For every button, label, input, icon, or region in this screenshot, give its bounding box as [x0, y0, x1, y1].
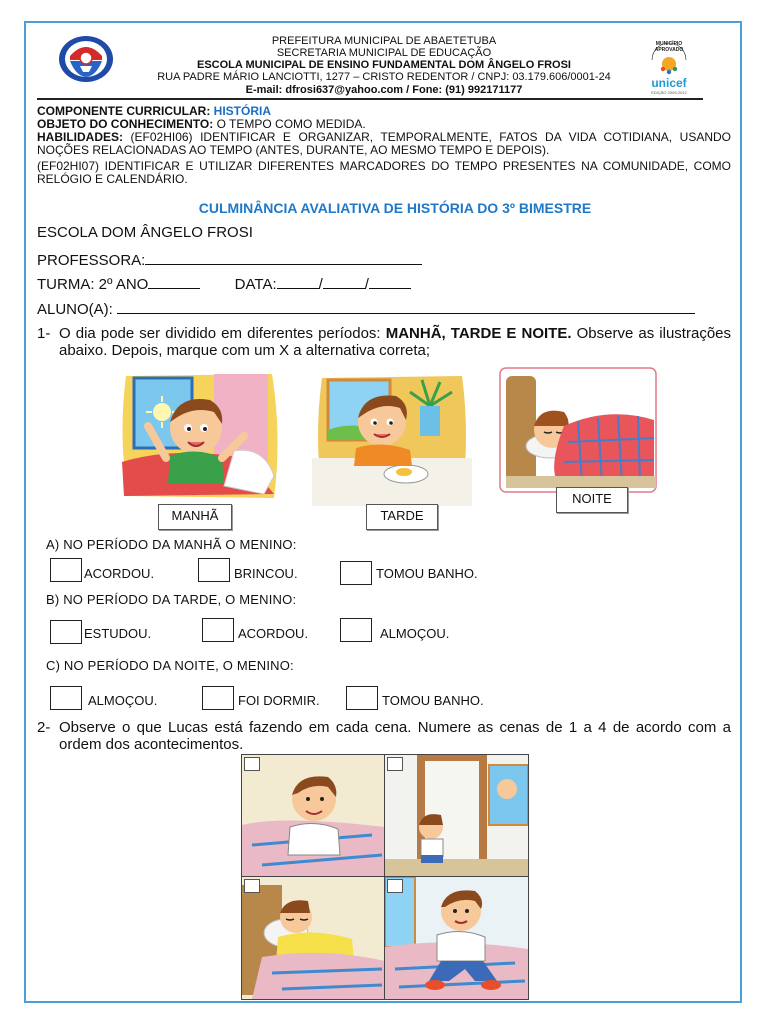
scene-panel-2	[384, 754, 529, 878]
componente-value: HISTÓRIA	[213, 104, 272, 118]
option-c-tomou-banho: TOMOU BANHO.	[382, 693, 484, 708]
scene-1-number-box[interactable]	[244, 757, 260, 771]
student-label: ALUNO(A):	[37, 301, 113, 318]
date-label: DATA:	[234, 276, 277, 293]
objeto-value: O TEMPO COMO MEDIDA.	[216, 117, 366, 131]
svg-text:APROVADO: APROVADO	[654, 47, 684, 53]
night-illustration	[498, 366, 660, 496]
option-c-almocou: ALMOÇOU.	[88, 693, 158, 708]
header-contact: E-mail: dfrosi637@yahoo.com / Fone: (91) 992171177	[245, 84, 523, 96]
scene-panel-1	[241, 754, 386, 878]
teacher-blank[interactable]	[145, 250, 422, 265]
checkbox-a-acordou[interactable]	[50, 558, 82, 582]
group-c-heading: C) NO PERÍODO DA NOITE, O MENINO:	[46, 658, 294, 673]
checkbox-b-acordou[interactable]	[202, 618, 234, 642]
group-a-heading: A) NO PERÍODO DA MANHÃ O MENINO:	[46, 537, 297, 552]
skills	[37, 131, 731, 157]
scene-panel-4	[384, 876, 529, 1000]
option-b-estudou: ESTUDOU.	[84, 626, 152, 641]
school-field: ESCOLA DOM ÂNGELO FROSI	[37, 224, 253, 241]
class-label: TURMA: 2º ANO	[37, 276, 149, 293]
option-a-tomou-banho: TOMOU BANHO.	[376, 566, 478, 581]
checkbox-a-brincou[interactable]	[198, 558, 230, 582]
date-month-blank[interactable]	[323, 274, 365, 289]
date-year-blank[interactable]	[369, 274, 411, 289]
habilidades-value: (EF02HI06) IDENTIFICAR E ORGANIZAR, TEMPORALMENTE, FATOS DA VIDA COTIDIANA, USANDO NOÇÕES RELACIONADAS AO TEMPO (ANTES, DURANTE, AO MESMO TEMPO E DEPOIS).	[37, 130, 731, 157]
componente-label: COMPONENTE CURRICULAR:	[37, 104, 211, 118]
date-slash-2: /	[364, 276, 369, 293]
class-date-field	[37, 274, 411, 293]
header-prefeitura: PREFEITURA MUNICIPAL DE ABAETETUBA	[271, 35, 497, 47]
checkbox-c-tomou-banho[interactable]	[346, 686, 378, 710]
header-secretaria: SECRETARIA MUNICIPAL DE EDUCAÇÃO	[276, 47, 492, 59]
scene-3-number-box[interactable]	[244, 879, 260, 893]
option-b-acordou: ACORDOU.	[238, 626, 309, 641]
header-divider	[37, 98, 703, 100]
checkbox-c-foi-dormir[interactable]	[202, 686, 234, 710]
afternoon-illustration	[312, 366, 472, 506]
scene-2-number-box[interactable]	[387, 757, 403, 771]
student-field[interactable]	[37, 299, 695, 318]
label-manha: MANHÃ	[158, 504, 232, 530]
seal-edition: EDIÇÃO 2009-2012	[651, 90, 687, 95]
question-1	[37, 325, 731, 359]
class-blank[interactable]	[148, 274, 200, 289]
option-c-foi-dormir: FOI DORMIR.	[238, 693, 320, 708]
checkbox-a-tomou-banho[interactable]	[340, 561, 372, 585]
teacher-field[interactable]	[37, 250, 422, 269]
checkbox-b-estudou[interactable]	[50, 620, 82, 644]
date-day-blank[interactable]	[277, 274, 319, 289]
question-1-number: 1-	[37, 325, 51, 342]
morning-illustration	[114, 366, 284, 506]
question-2-text: Observe o que Lucas está fazendo em cada cena. Numere as cenas de 1 a 4 de acordo com a ordem dos acontecimentos.	[59, 719, 731, 753]
unicef-wordmark: unicef	[651, 76, 687, 90]
question-2-number: 2-	[37, 719, 51, 736]
student-blank[interactable]	[117, 299, 695, 314]
skills-2: (EF02HI07) IDENTIFICAR E UTILIZAR DIFERENTES MARCADORES DO TEMPO PRESENTES NA COMUNIDADE, COMO RELÓGIO E CALENDÁRIO.	[37, 159, 731, 186]
checkbox-b-almocou[interactable]	[340, 618, 372, 642]
habilidades-label: HABILIDADES:	[37, 130, 123, 144]
q1-text-after: Observe as ilustrações abaixo. Depois, marque com um X a alternativa correta;	[59, 325, 731, 359]
scene-panel-3	[241, 876, 386, 1000]
header-school-name: ESCOLA MUNICIPAL DE ENSINO FUNDAMENTAL DOM ÂNGELO FROSI	[196, 59, 571, 71]
teacher-label: PROFESSORA:	[37, 252, 146, 269]
header-address: RUA PADRE MÁRIO LANCIOTTI, 1277 – CRISTO REDENTOR / CNPJ: 03.179.606/0001-24	[157, 71, 611, 83]
q1-text-bold: MANHÃ, TARDE E NOITE.	[385, 325, 572, 342]
label-noite: NOITE	[556, 487, 628, 513]
question-1-text	[59, 325, 731, 359]
label-tarde: TARDE	[366, 504, 438, 530]
svg-text:MUNICÍPIO: MUNICÍPIO	[655, 41, 683, 47]
date-slash-1: /	[318, 276, 323, 293]
objeto-label: OBJETO DO CONHECIMENTO:	[37, 117, 214, 131]
question-2	[37, 719, 731, 753]
option-a-acordou: ACORDOU.	[84, 566, 155, 581]
option-b-almocou: ALMOÇOU.	[380, 626, 450, 641]
page-title: CULMINÂNCIA AVALIATIVA DE HISTÓRIA DO 3º BIMESTRE	[198, 200, 592, 216]
checkbox-c-almocou[interactable]	[50, 686, 82, 710]
scene-4-number-box[interactable]	[387, 879, 403, 893]
option-a-brincou: BRINCOU.	[234, 566, 298, 581]
q1-text-before: O dia pode ser dividido em diferentes períodos:	[59, 325, 386, 342]
group-b-heading: B) NO PERÍODO DA TARDE, O MENINO:	[46, 592, 297, 607]
